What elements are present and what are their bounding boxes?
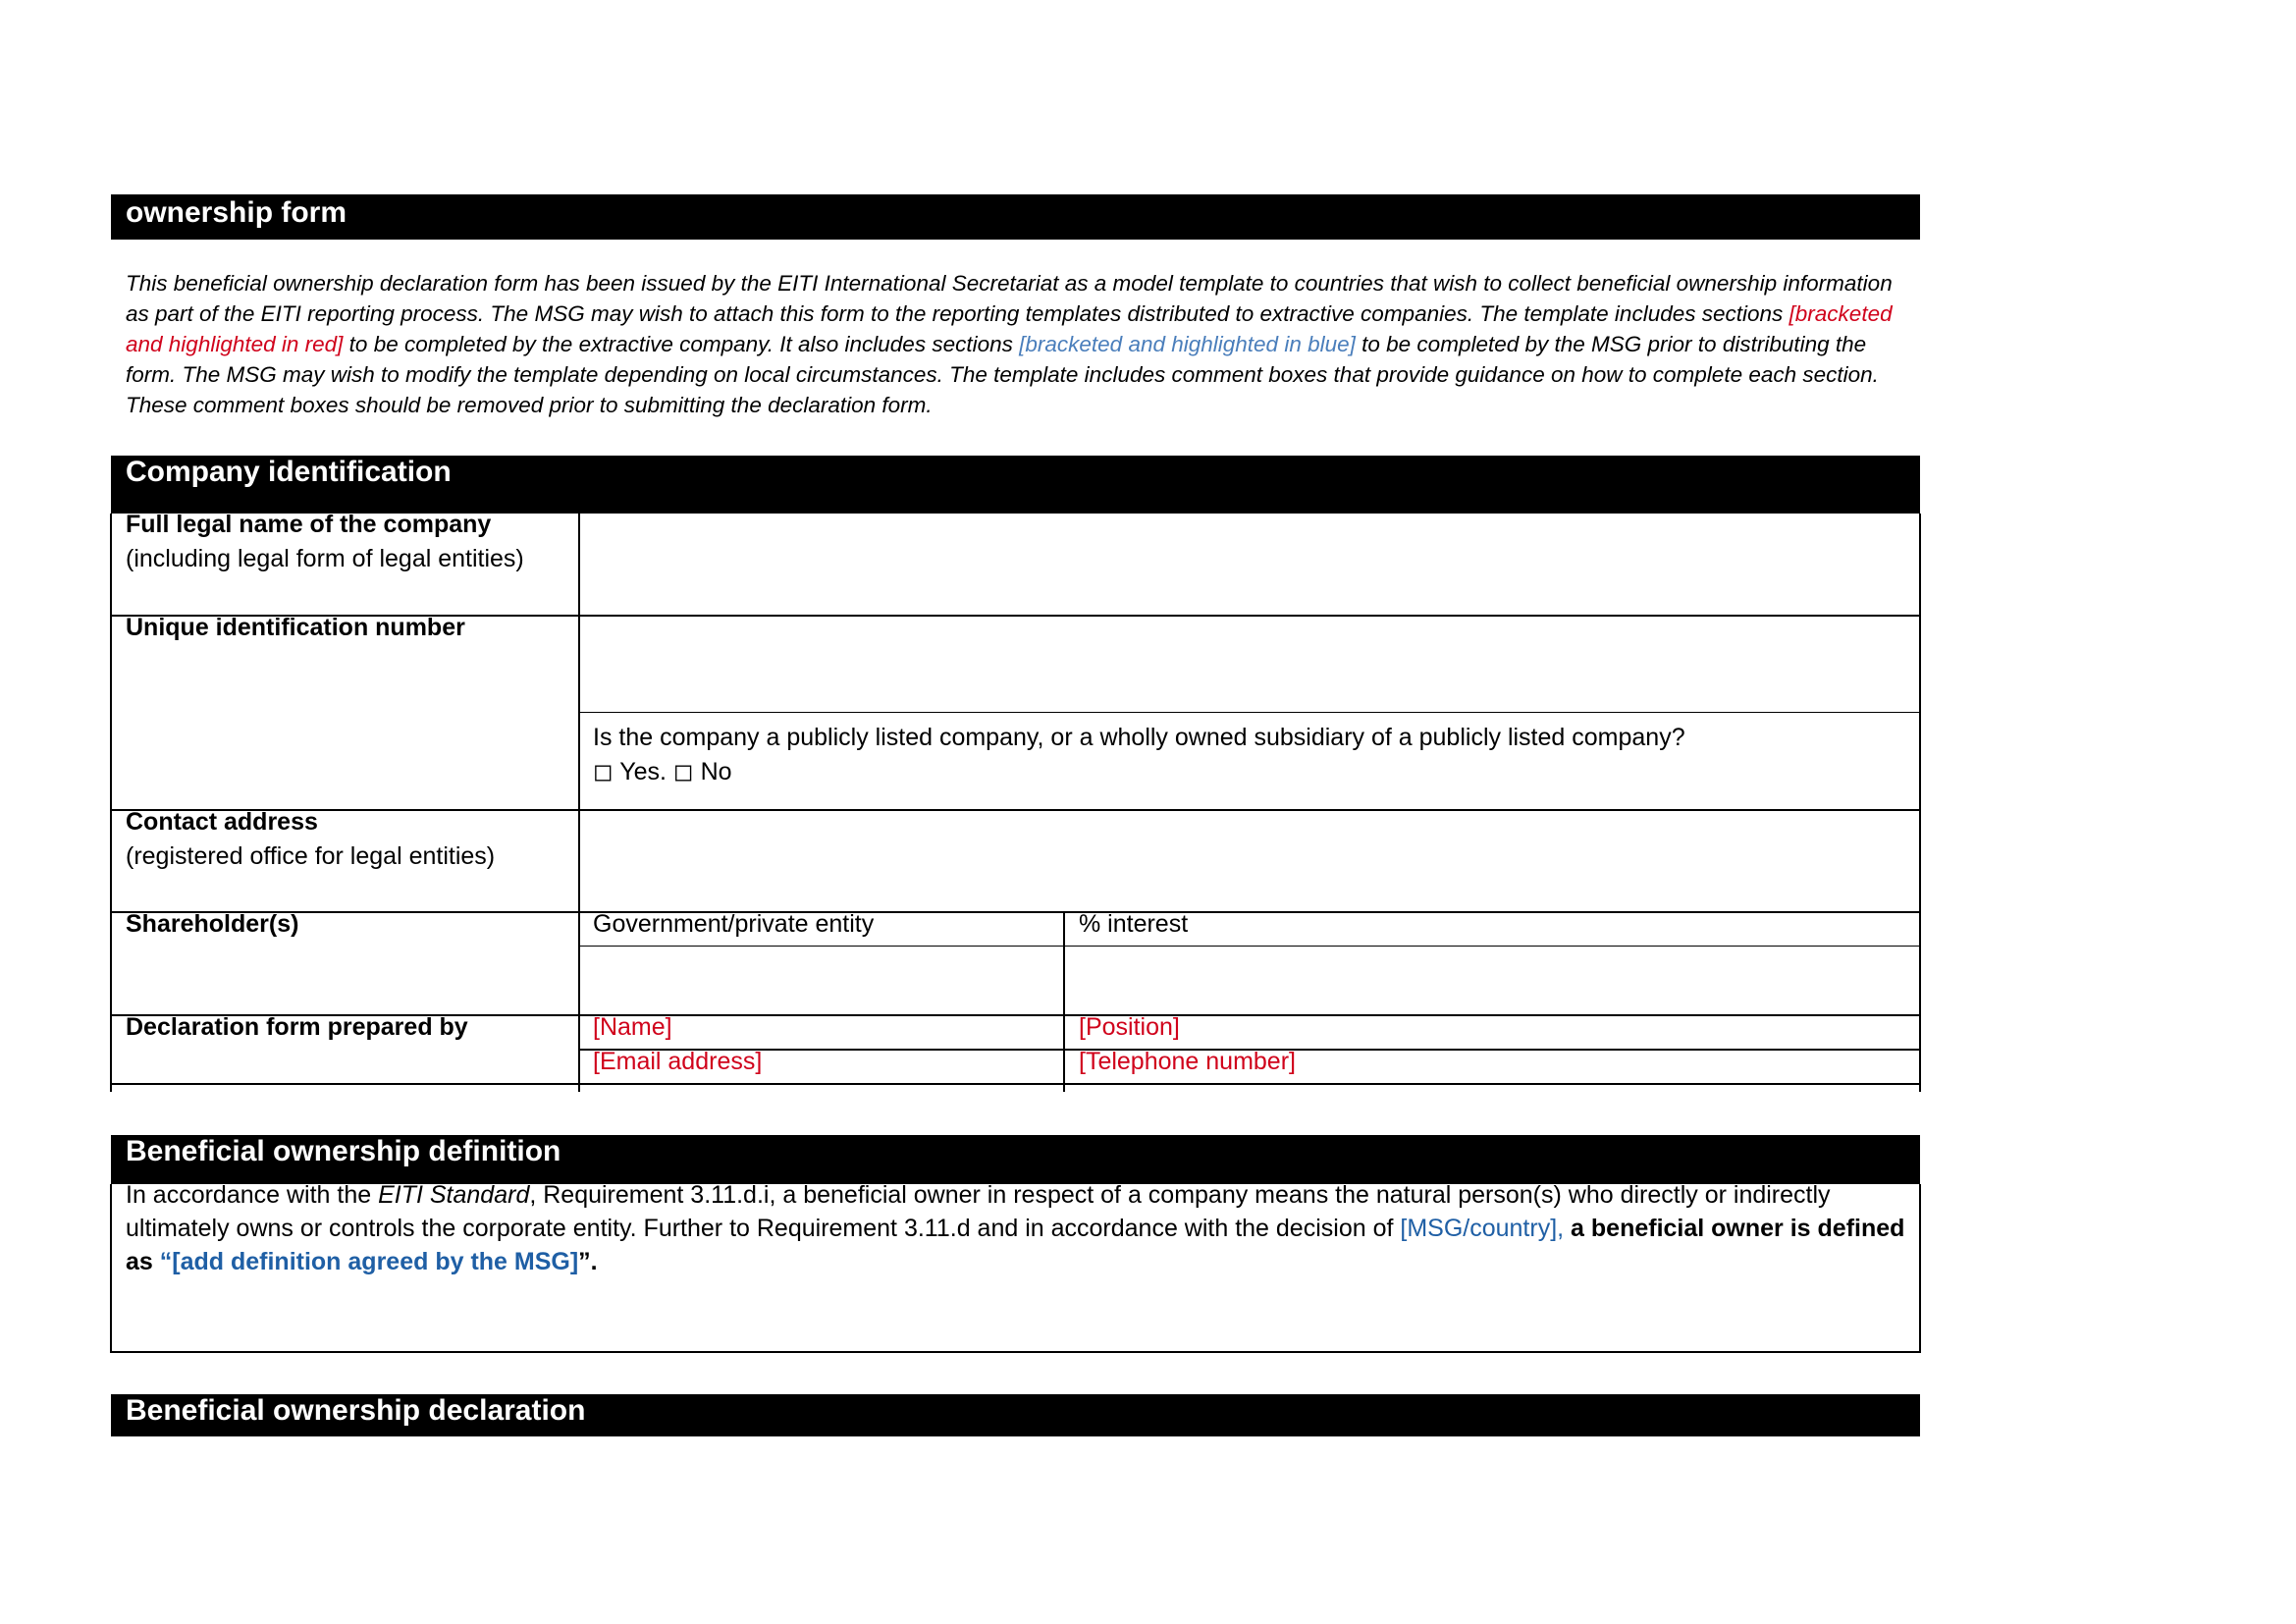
intro-text: This beneficial ownership declaration form has been issued by the EITI International Secretariat as a model template to countries that wish to collect beneficial ownership information as part of the EITI reporting process. The MSG may wish to attach this form to the reporting templates distributed to extractive companies. The template includes sections [126,271,1893,326]
eiti-standard-italic: EITI Standard [378,1181,530,1209]
msg-country-placeholder: [MSG/country], [1400,1215,1565,1242]
listed-company-question: Is the company a publicly listed company, or a wholly owned subsidiary of a publicly listed company? [593,724,1685,751]
entity-column-header: Government/private entity [593,910,875,938]
interest-column-header: % interest [1079,910,1189,938]
section-title-text: Beneficial ownership definition [126,1135,561,1167]
section-title-bo-declaration [111,1394,1920,1436]
section-title-text: ownership form [126,196,347,229]
table-border [110,809,1921,811]
definition-bold-segment: ”. [578,1248,598,1275]
definition-bold-segment: a beneficial owner is defined as [126,1215,1905,1275]
blue-bracket-note: [bracketed and highlighted in blue] [1019,332,1356,356]
box-border [1919,1184,1921,1353]
table-border [110,514,112,1092]
name-field[interactable]: [Name] [593,1013,672,1041]
definition-segment: , Requirement 3.11.d.i, a beneficial owner in respect of a company means the natural person(s) who directly or indirectly ultimately owns or controls the corporate entity. Further to Requirement 3.11.d and in accordance with the decision of [126,1181,1831,1242]
legal-name-label: Full legal name of the company [126,511,492,538]
email-field[interactable]: [Email address] [593,1048,763,1075]
legal-name-sublabel: (including legal form of legal entities) [126,545,524,572]
section-title-ownership-form [111,194,1920,240]
section-title-text: Company identification [126,456,452,488]
definition-text [126,1178,1912,1278]
listed-company-options[interactable]: ◻ Yes. ◻ No [593,758,732,785]
table-border [578,946,1921,947]
contact-address-label: Contact address [126,808,318,836]
table-border [1063,912,1065,1092]
table-border [110,1083,1921,1085]
shareholders-label: Shareholder(s) [126,910,299,938]
section-title-text: Beneficial ownership declaration [126,1394,586,1427]
table-border [1919,514,1921,1092]
prepared-by-label: Declaration form prepared by [126,1013,468,1041]
definition-segment: In accordance with the [126,1181,379,1209]
box-border [110,1351,1921,1353]
intro-text: to be completed by the MSG prior to distributing the form. The MSG may wish to modify the template depending on local circumstances. The template includes comment boxes that provide guidance on how to complete each section. These comment boxes should be removed prior to submitting the declaration form. [126,332,1879,417]
contact-address-sublabel: (registered office for legal entities) [126,842,496,870]
uid-label: Unique identification number [126,614,465,641]
msg-definition-placeholder: “[add definition agreed by the MSG] [159,1248,579,1275]
box-border [110,1184,112,1353]
table-border [110,911,1921,913]
telephone-field[interactable]: [Telephone number] [1079,1048,1296,1075]
position-field[interactable]: [Position] [1079,1013,1180,1041]
table-border [578,712,1921,713]
section-title-company-identification [111,456,1920,514]
table-border [578,514,580,1092]
intro-paragraph [126,268,1912,420]
red-bracket-note: [bracketed and highlighted in red] [126,301,1893,356]
intro-text: to be completed by the extractive company. It also includes sections [343,332,1020,356]
section-title-bo-definition [111,1135,1920,1184]
